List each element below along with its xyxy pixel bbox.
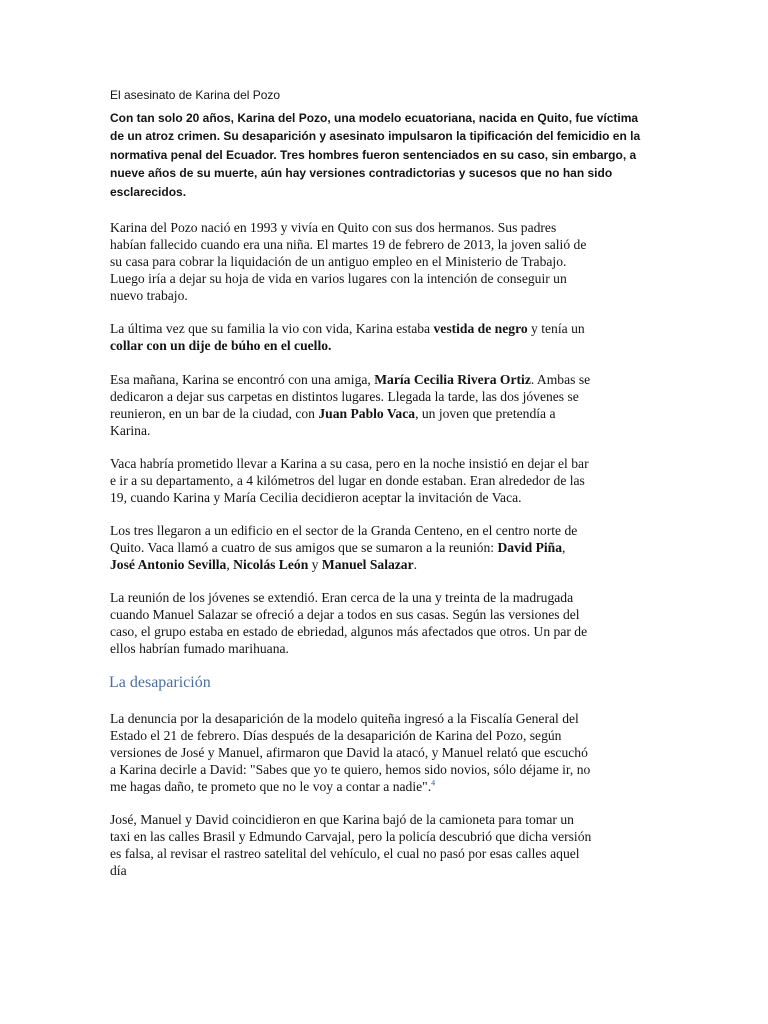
paragraph-line: habían fallecido cuando era una niña. El martes 19 de febrero de 2013, la joven salió de (110, 237, 587, 252)
lead-line: normativa penal del Ecuador. Tres hombres fueron sentenciados en su caso, sin embargo, a (110, 147, 637, 162)
paragraph-line: dedicaron a dejar sus carpetas en distintos lugares. Llegada la tarde, las dos jóvenes se (110, 389, 579, 404)
paragraph-line: Luego iría a dejar su hoja de vida en varios lugares con la intención de conseguir un (110, 271, 567, 286)
paragraph-line: Karina del Pozo nació en 1993 y vivía en Quito con sus dos hermanos. Sus padres (110, 220, 557, 235)
paragraph-line (110, 778, 670, 795)
text-run: . (413, 557, 418, 572)
paragraph-line (110, 337, 670, 354)
paragraph-line: 19, cuando Karina y María Cecilia decidieron aceptar la invitación de Vaca. (110, 490, 522, 505)
section-heading: La desaparición (109, 674, 211, 691)
article-title: El asesinato de Karina del Pozo (110, 88, 281, 102)
person-name: María Cecilia Rivera Ortiz (374, 372, 531, 387)
text-run: , (226, 557, 234, 572)
paragraph-line: José, Manuel y David coincidieron en que Karina bajó de la camioneta para tomar un (110, 812, 574, 827)
paragraph-line: Estado el 21 de febrero. Días después de la desaparición de Karina del Pozo, según (110, 728, 562, 743)
paragraph-line: taxi en las calles Brasil y Edmundo Carvajal, pero la policía descubrió que dicha versión (110, 829, 592, 844)
paragraph-line: versiones de José y Manuel, afirmaron que David la atacó, y Manuel relató que escuchó (110, 745, 588, 760)
person-name: Manuel Salazar (321, 557, 414, 572)
text-run: La última vez que su familia la vio con vida, Karina estaba (110, 321, 434, 336)
paragraph-line (110, 539, 670, 556)
paragraph-complaint (110, 710, 670, 795)
bold-phrase: vestida de negro (433, 321, 528, 336)
lead-line: de un atroz crimen. Su desaparición y asesinato impulsaron la tipificación del femicidio en la (110, 129, 641, 144)
paragraph-line: e ir a su departamento, a 4 kilómetros del lugar en donde estaban. Eran alrededor de las (110, 473, 585, 488)
footnote-link[interactable]: 4 (431, 778, 436, 788)
paragraph-line: nuevo trabajo. (110, 288, 188, 303)
lead-line: esclarecidos. (110, 184, 187, 199)
person-name: José Antonio Sevilla (110, 557, 227, 572)
paragraph-line: Vaca habría prometido llevar a Karina a su casa, pero en la noche insistió en dejar el bar (110, 456, 589, 471)
paragraph-line: Karina. (110, 423, 151, 438)
paragraph-line: ellos habrían fumado marihuana. (110, 641, 289, 656)
paragraph-line: a Karina decirle a David: "Sabes que yo te quiero, hemos sido novios, sólo déjame ir, no (110, 762, 591, 777)
person-name: David Piña (497, 540, 563, 555)
person-name: Nicolás León (233, 557, 309, 572)
paragraph-line: Los tres llegaron a un edificio en el sector de la Granda Centeno, en el centro norte de (110, 523, 578, 538)
text-run: reunieron, en un bar de la ciudad, con (110, 406, 319, 421)
paragraph-invitation (110, 455, 670, 506)
paragraph-birth (110, 219, 670, 304)
text-run: me hagas daño, te prometo que no le voy a contar a nadie". (110, 779, 432, 794)
paragraph-line: La denuncia por la desaparición de la modelo quiteña ingresó a la Fiscalía General del (110, 711, 579, 726)
paragraph-line: es falsa, al revisar el rastreo satelital del vehículo, el cual no pasó por esas calles aquel (110, 846, 580, 861)
text-run: y (308, 557, 322, 572)
text-run: , un joven que pretendía a (415, 406, 556, 421)
paragraph-building (110, 522, 670, 573)
paragraph-line: cuando Manuel Salazar se ofreció a dejar a todos en sus casas. Según las versiones del (110, 607, 580, 622)
lead-line: Con tan solo 20 años, Karina del Pozo, una modelo ecuatoriana, nacida en Quito, fue víctima (110, 111, 639, 125)
text-run: y tenía un (527, 321, 585, 336)
text-run: Esa mañana, Karina se encontró con una amiga, (110, 372, 375, 387)
lead-paragraph (110, 109, 670, 201)
bold-phrase: collar con un dije de búho en el cuello. (110, 338, 332, 353)
paragraph-line (110, 405, 670, 422)
paragraph-line (110, 320, 670, 337)
text-run: . Ambas se (530, 372, 591, 387)
paragraph-meeting (110, 371, 670, 439)
paragraph-versions (110, 811, 670, 879)
lead-line: nueve años de su muerte, aún hay versiones contradictorias y sucesos que no han sido (110, 166, 613, 181)
text-run: , (562, 540, 566, 555)
paragraph-line: La reunión de los jóvenes se extendió. Eran cerca de la una y treinta de la madrugada (110, 590, 574, 605)
paragraph-last-seen (110, 320, 670, 354)
paragraph-line: su casa para cobrar la liquidación de un antiguo empleo en el Ministerio de Trabajo. (110, 254, 567, 269)
paragraph-line: caso, el grupo estaba en estado de ebriedad, algunos más afectados que otros. Un par de (110, 624, 588, 639)
paragraph-line (110, 556, 670, 573)
text-run: Quito. Vaca llamó a cuatro de sus amigos que se sumaron a la reunión: (110, 540, 498, 555)
paragraph-night (110, 589, 670, 657)
person-name: Juan Pablo Vaca (318, 406, 416, 421)
paragraph-line (110, 371, 670, 388)
paragraph-line: día (110, 863, 127, 878)
